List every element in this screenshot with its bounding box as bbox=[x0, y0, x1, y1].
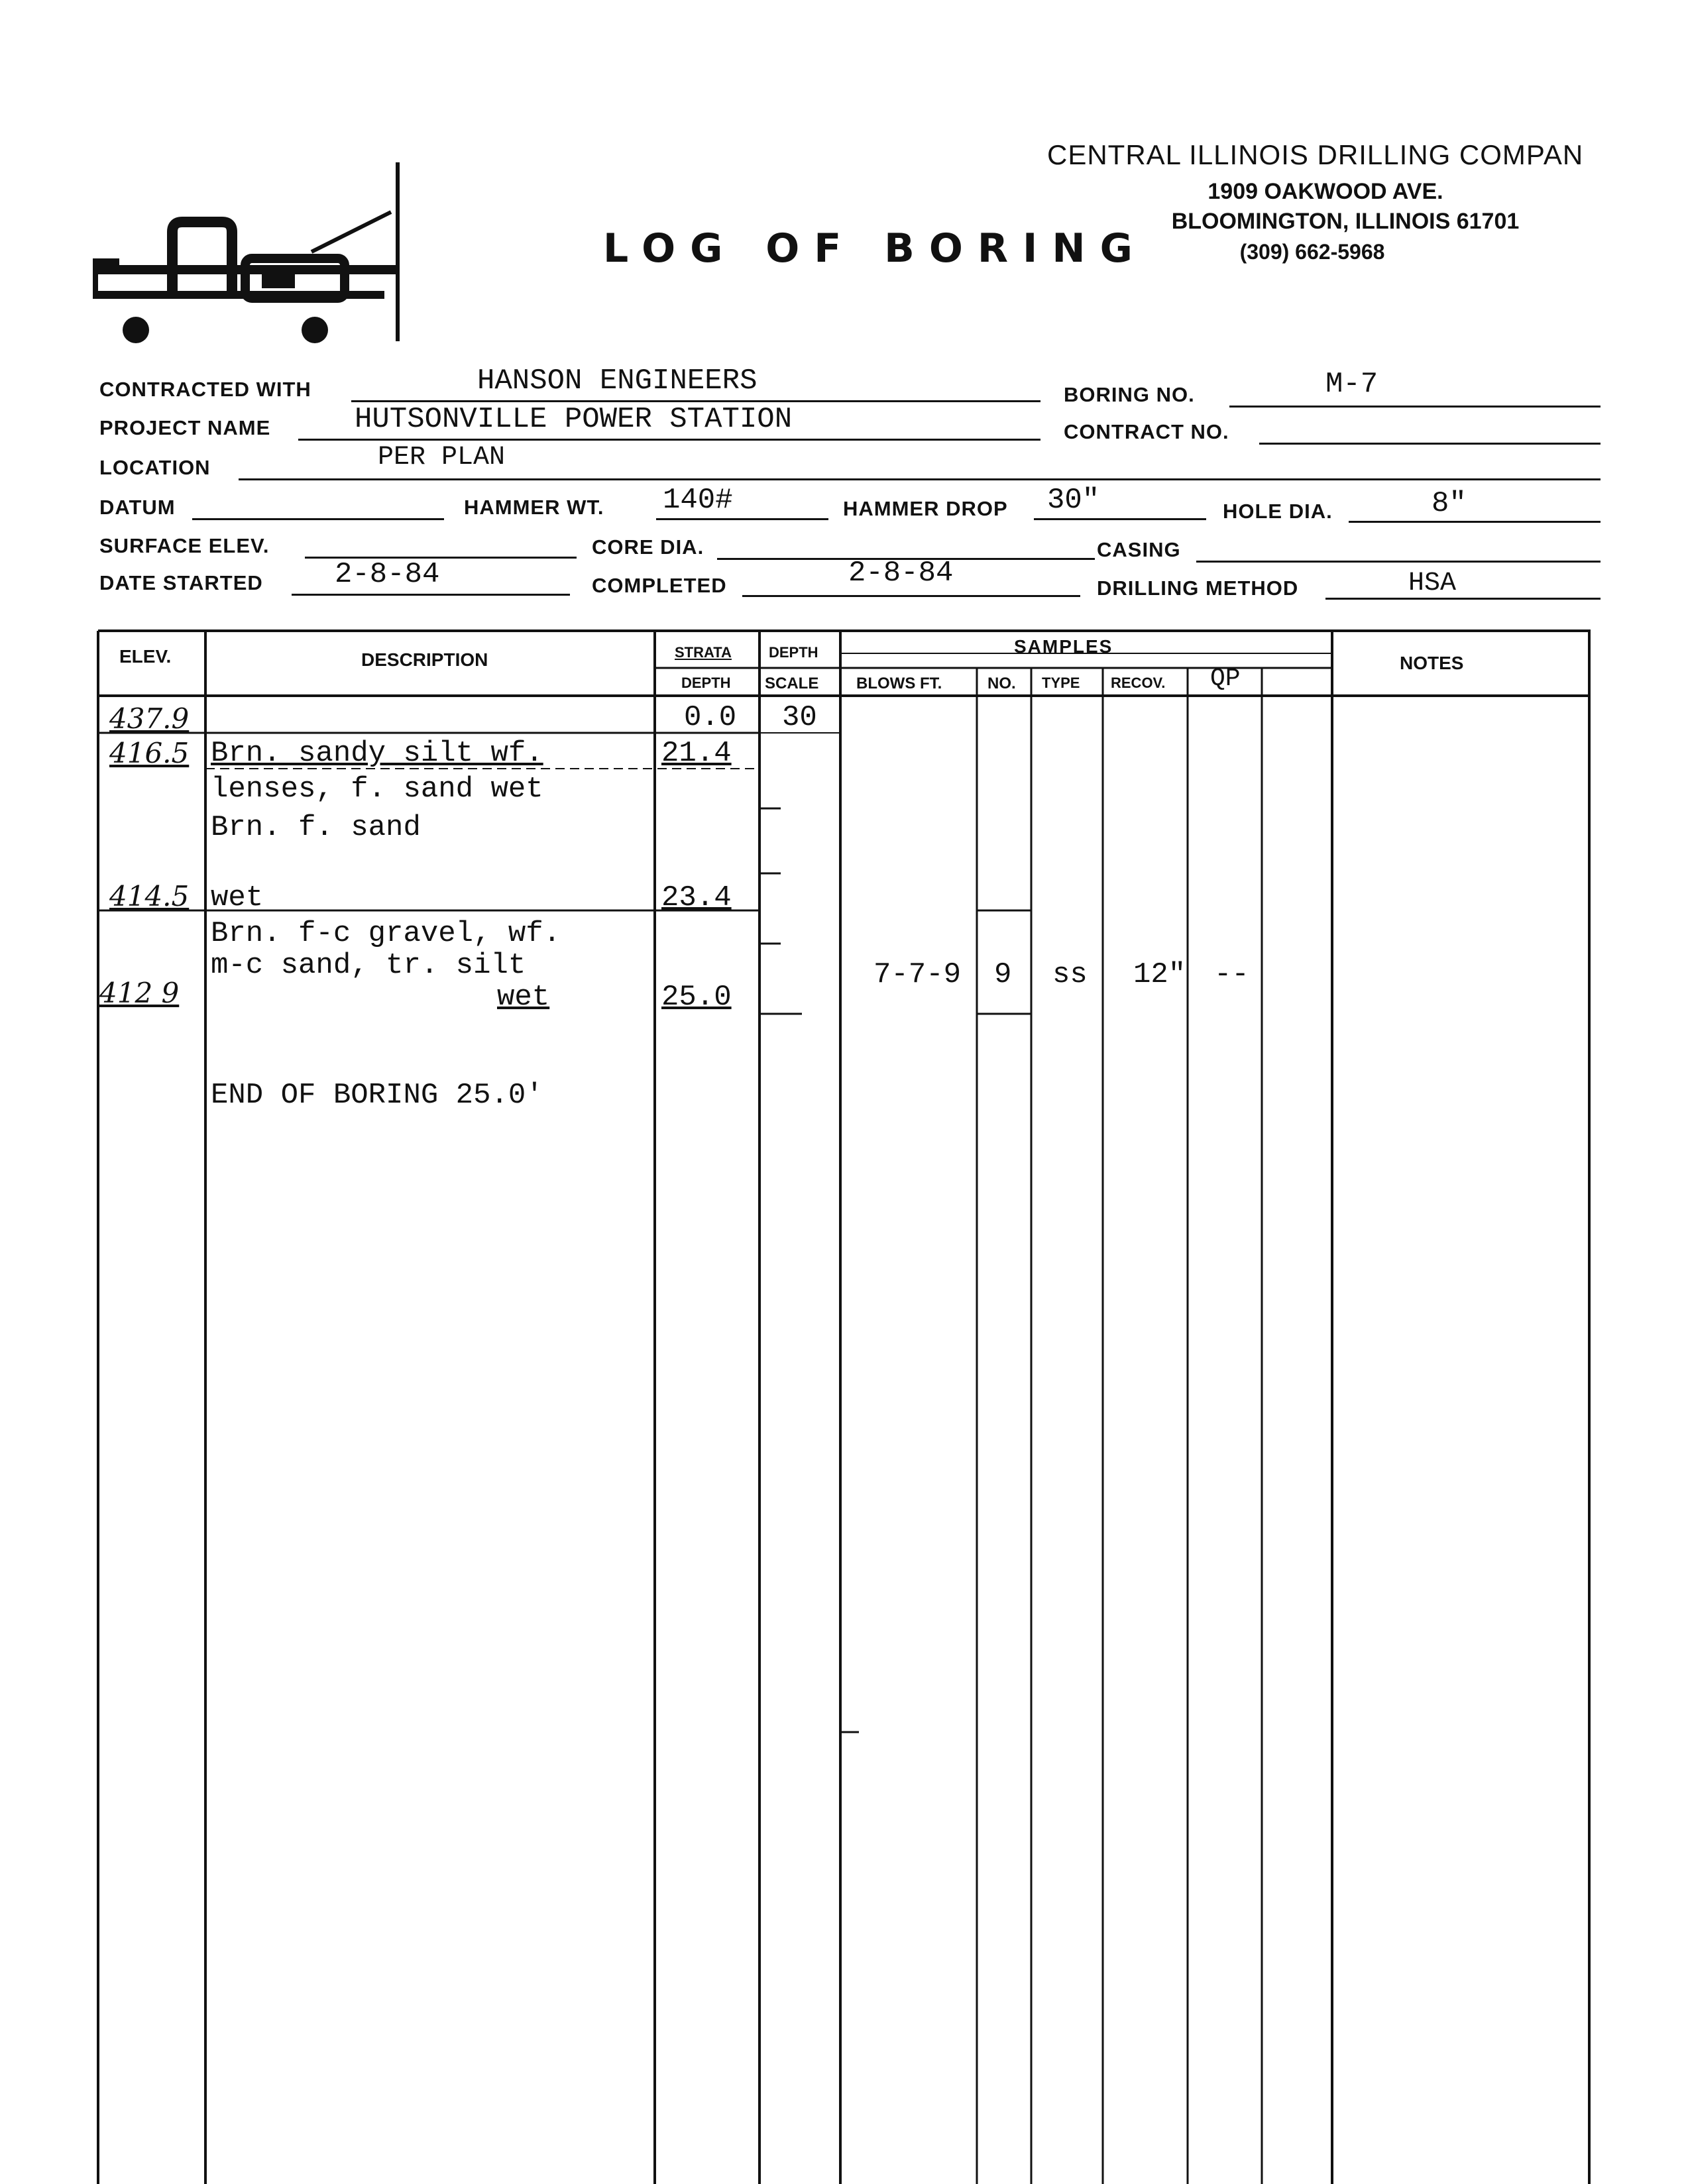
location-label: LOCATION bbox=[99, 456, 211, 479]
header-strata: STRATA bbox=[675, 644, 732, 661]
description-1a: Brn. sandy silt wf. bbox=[211, 737, 543, 770]
header-scale: SCALE bbox=[765, 675, 819, 692]
hammer-wt-value: 140# bbox=[663, 484, 733, 517]
header-strata-depth: DEPTH bbox=[681, 675, 731, 691]
contracted-with-label: CONTRACTED WITH bbox=[99, 378, 311, 401]
company-name: CENTRAL ILLINOIS DRILLING COMPAN bbox=[1047, 139, 1584, 170]
project-name-value: HUTSONVILLE POWER STATION bbox=[355, 403, 793, 436]
elev-1: 437.9 bbox=[109, 702, 190, 735]
description-2b: wet bbox=[211, 881, 264, 914]
sample-blows: 7-7-9 bbox=[873, 958, 962, 991]
description-3a: Brn. f-c gravel, wf. bbox=[211, 917, 561, 950]
strata-depth-3: 23.4 bbox=[661, 881, 732, 914]
completed-value: 2-8-84 bbox=[848, 557, 954, 590]
header-description: DESCRIPTION bbox=[361, 649, 488, 670]
description-1b: lenses, f. sand wet bbox=[211, 773, 543, 806]
header-type: TYPE bbox=[1042, 675, 1080, 691]
description-2a: Brn. f. sand bbox=[211, 811, 421, 844]
contracted-with-value: HANSON ENGINEERS bbox=[477, 364, 758, 398]
header-samples: SAMPLES bbox=[1014, 636, 1113, 657]
contract-no-label: CONTRACT NO. bbox=[1064, 420, 1229, 443]
header-notes: NOTES bbox=[1400, 653, 1464, 673]
description-3c: wet bbox=[497, 981, 550, 1014]
elev-4: 412 9 bbox=[99, 977, 180, 1009]
surface-elev-label: SURFACE ELEV. bbox=[99, 534, 270, 557]
sample-no: 9 bbox=[994, 958, 1012, 991]
strata-depth-2: 21.4 bbox=[661, 737, 732, 770]
sample-type: ss bbox=[1052, 958, 1088, 991]
elev-2: 416.5 bbox=[109, 737, 190, 769]
drilling-method-value: HSA bbox=[1408, 569, 1457, 598]
end-of-boring: END OF BORING 25.0' bbox=[211, 1079, 543, 1112]
description-3b: m-c sand, tr. silt bbox=[211, 949, 526, 982]
hammer-drop-value: 30" bbox=[1047, 484, 1100, 517]
sample-recov: 12" bbox=[1133, 958, 1186, 991]
boring-no-value: M-7 bbox=[1325, 368, 1378, 401]
header-recov: RECOV. bbox=[1111, 675, 1166, 691]
strata-depth-4: 25.0 bbox=[661, 981, 732, 1014]
datum-label: DATUM bbox=[99, 496, 176, 519]
header-blows: BLOWS FT. bbox=[856, 675, 942, 692]
elev-3: 414.5 bbox=[109, 880, 190, 912]
strata-depth-1: 0.0 bbox=[684, 701, 737, 734]
boring-no-label: BORING NO. bbox=[1064, 383, 1195, 406]
sample-qp: -- bbox=[1214, 958, 1249, 991]
hammer-wt-label: HAMMER WT. bbox=[464, 496, 604, 519]
company-phone: (309) 662-5968 bbox=[1239, 240, 1385, 264]
hammer-drop-label: HAMMER DROP bbox=[843, 497, 1008, 520]
page-title: LOG OF BORING bbox=[603, 225, 1147, 272]
date-started-label: DATE STARTED bbox=[99, 571, 263, 594]
hole-dia-value: 8" bbox=[1432, 487, 1467, 520]
date-started-value: 2-8-84 bbox=[335, 558, 440, 591]
company-city: BLOOMINGTON, ILLINOIS 61701 bbox=[1171, 209, 1520, 234]
completed-label: COMPLETED bbox=[592, 574, 727, 597]
project-name-label: PROJECT NAME bbox=[99, 416, 271, 439]
company-address: 1909 OAKWOOD AVE. bbox=[1208, 179, 1443, 204]
hole-dia-label: HOLE DIA. bbox=[1223, 500, 1333, 523]
location-value: PER PLAN bbox=[378, 443, 506, 472]
core-dia-label: CORE DIA. bbox=[592, 535, 704, 559]
casing-label: CASING bbox=[1097, 538, 1181, 561]
drilling-method-label: DRILLING METHOD bbox=[1097, 576, 1299, 600]
header-qp: QP bbox=[1210, 665, 1241, 693]
header-no: NO. bbox=[987, 675, 1016, 692]
header-elev: ELEV. bbox=[119, 646, 172, 667]
depth-scale-1: 30 bbox=[782, 701, 817, 734]
header-depth: DEPTH bbox=[769, 644, 818, 661]
